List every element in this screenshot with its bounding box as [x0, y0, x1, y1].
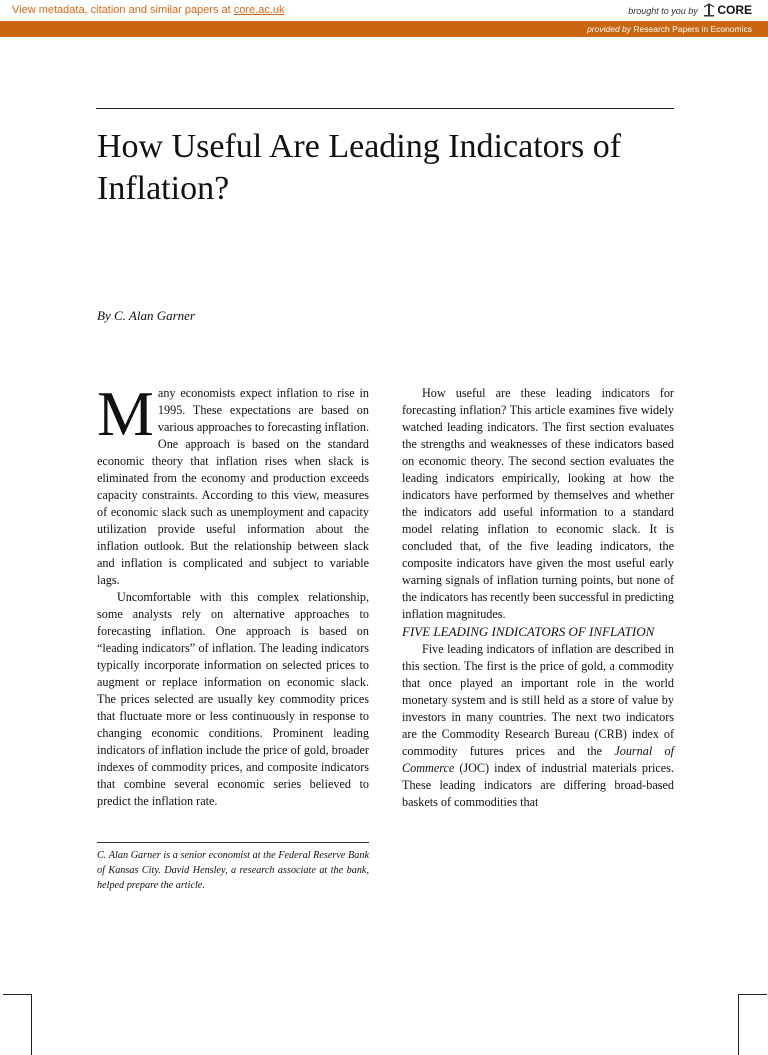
article-title: How Useful Are Leading Indicators of Inflation? [97, 128, 622, 207]
paragraph-4-part-2: (JOC) index of industrial materials prices. These leading indicators are differing broad-based baskets of commodities that [402, 761, 674, 809]
paragraph-2: Uncomfortable with this complex relationship, some analysts rely on alternative approaches to forecasting inflation. One approach is based on “leading indicators” of inflation. The leading indicators typically incorporate information on selected prices to augment or replace information on economic slack. The prices selected are usually key commodity prices that fluctuate more or less continuously in response to changing economic conditions. Prominent leading indicators of inflation include the price of gold, broader indexes of commodity prices, and composite indicators that combine several economic series believed to predict the inflation rate. [97, 590, 369, 808]
core-banner [0, 0, 768, 22]
footnote-rule [97, 842, 369, 843]
core-logo: CORE [717, 3, 752, 17]
author-footnote: C. Alan Garner is a senior economist at the Federal Reserve Bank of Kansas City. David Hensley, a research associate at the bank, helped prepare the article. [97, 850, 369, 891]
provider-name: Research Papers in Economics [633, 24, 752, 34]
provider-notice[interactable] [587, 24, 752, 34]
right-column [402, 385, 674, 811]
intro-paragraph-text: any economists expect inflation to rise in 1995. These expectations are based on various approaches to forecasting inflation. One approach is based on the standard economic theory that inflation rises when slack is eliminated from the economy and production exceeds capacity constraints. According to this view, measures of economic slack such as unemployment and capacity utilization provide useful information about the inflation outlook. But the relationship between slack and inflation is complicated and subject to variable lags. [97, 386, 369, 587]
provider-bar [0, 22, 768, 37]
metadata-notice [12, 4, 285, 16]
brought-to-you-by[interactable] [628, 3, 752, 17]
brought-by-text: brought to you by [628, 6, 698, 16]
paragraph-4-part-1: Five leading indicators of inflation are described in this section. The first is the price of gold, a commodity that once played an important role in the world monetary system and is still held as a store of value by investors in many countries. The next two indicators are the Commodity Research Bureau (CRB) index of commodity futures prices and the [402, 642, 674, 758]
crop-mark-left [3, 994, 32, 1055]
crop-mark-right [738, 994, 767, 1055]
title-rule [96, 108, 674, 109]
core-logo-icon [703, 3, 715, 17]
metadata-prefix: View metadata, citation and similar papers at [12, 4, 234, 16]
section-heading: FIVE LEADING INDICATORS OF INFLATION [402, 624, 655, 639]
provided-by-label: provided by [587, 24, 632, 34]
byline: By C. Alan Garner [97, 308, 195, 323]
journal-title: Journal of Commerce [402, 744, 674, 775]
paragraph-4 [402, 641, 674, 811]
core-link[interactable]: core.ac.uk [233, 4, 285, 16]
paragraph-3: How useful are these leading indicators for forecasting inflation? This article examines five widely watched leading indicators. The first section evaluates the strengths and weaknesses of these indicators based on economic theory. The second section evaluates the leading indicators empirically, looking at how the indicators have performed by themselves and whether the indicators add useful information to a standard model relating inflation to economic slack. It is concluded that, of the five leading indicators, the composite indicators have given the most useful early warning signals of inflation turning points, but none of the indicators has recently been successful in predicting inflation magnitudes. [402, 386, 674, 621]
left-column [97, 378, 369, 810]
intro-paragraph [97, 378, 369, 589]
drop-cap: M [97, 378, 154, 449]
